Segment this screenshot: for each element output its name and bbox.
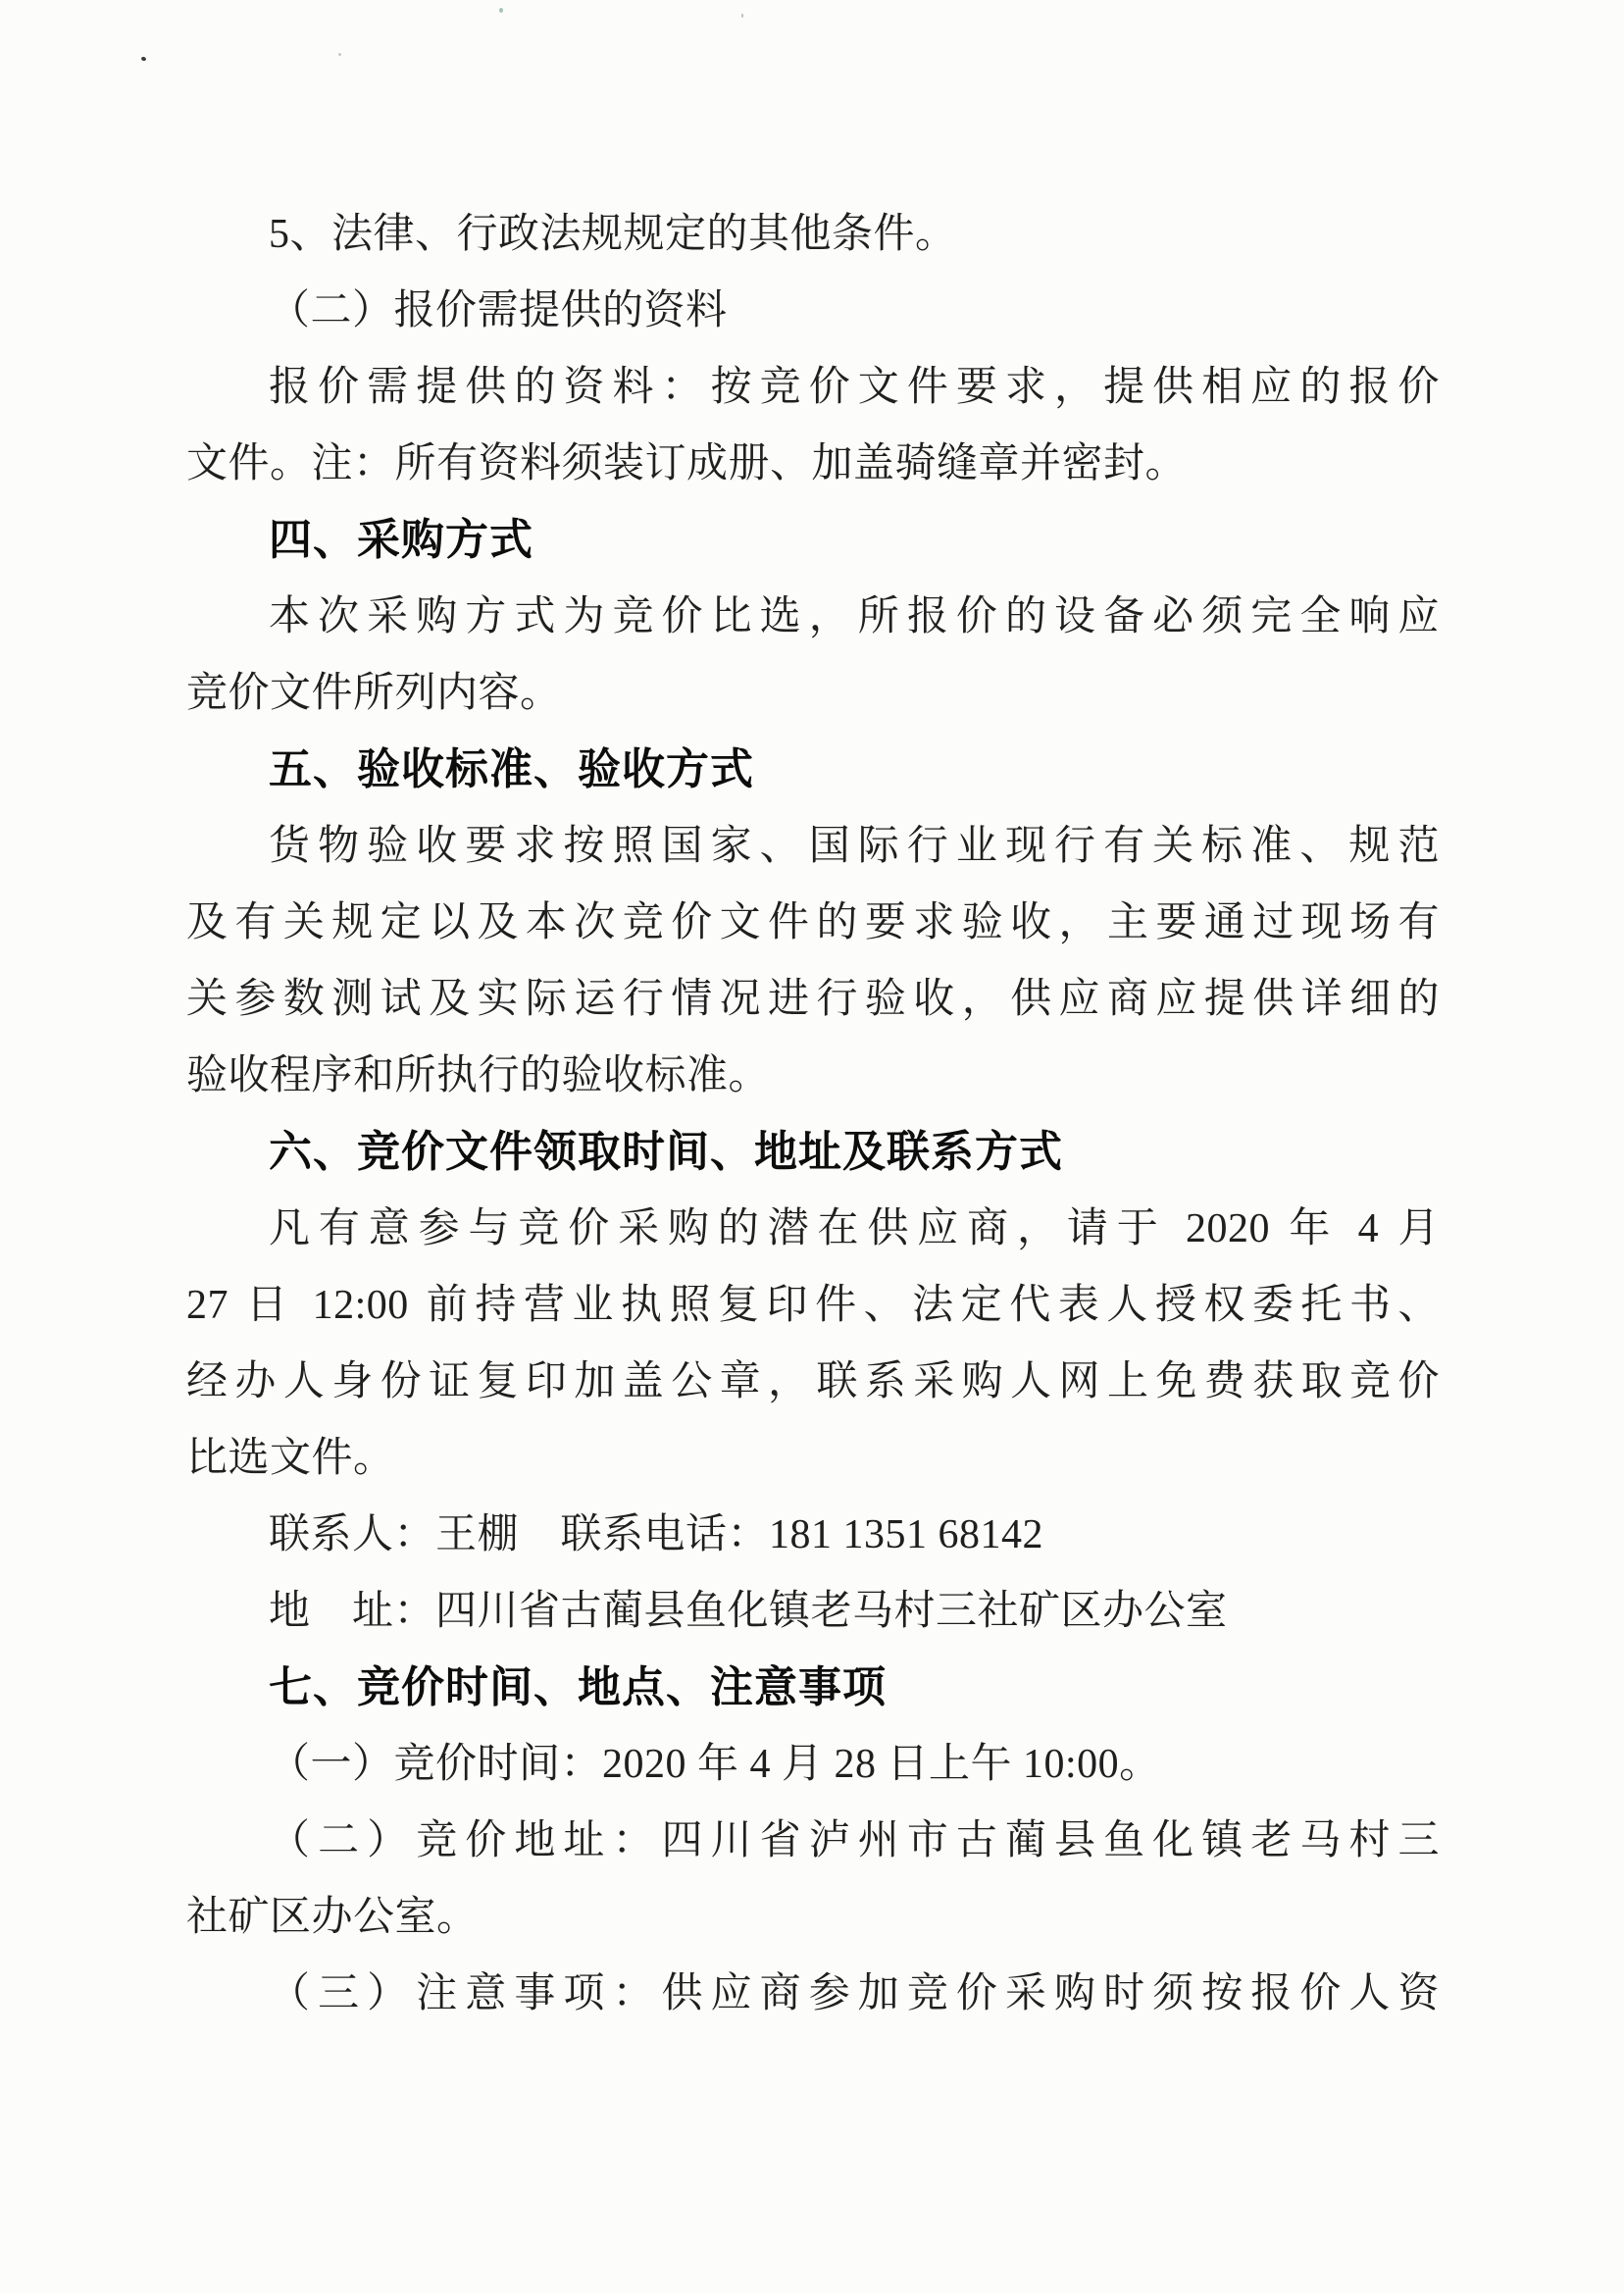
paragraph-acceptance-3: 关参数测试及实际运行情况进行验收，供应商应提供详细的 — [186, 977, 1440, 1022]
paragraph-collection-3: 经办人身份证复印加盖公章，联系采购人网上免费获取竞价 — [186, 1359, 1440, 1404]
paragraph-collection-4: 比选文件。 — [186, 1436, 395, 1481]
scan-speck — [338, 53, 341, 56]
item-bidding-time: （一）竞价时间：2020 年 4 月 28 日上午 10:00。 — [269, 1742, 1161, 1787]
heading-acceptance-standard: 五、验收标准、验收方式 — [269, 745, 754, 793]
item-bidding-address-1: （二）竞价地址：四川省泸州市古蔺县鱼化镇老马村三 — [269, 1818, 1440, 1863]
paragraph-collection-1: 凡有意参与竞价采购的潜在供应商，请于 2020 年 4 月 — [269, 1206, 1440, 1251]
paragraph-quote-materials-1: 报价需提供的资料：按竞价文件要求，提供相应的报价 — [269, 365, 1440, 410]
paragraph-collection-2: 27 日 12:00 前持营业执照复印件、法定代表人授权委托书、 — [186, 1283, 1440, 1328]
scan-speck — [741, 14, 743, 18]
item-notes: （三）注意事项：供应商参加竞价采购时须按报价人资 — [269, 1971, 1440, 2016]
paragraph-acceptance-1: 货物验收要求按照国家、国际行业现行有关标准、规范 — [269, 824, 1440, 869]
item-bidding-address-2: 社矿区办公室。 — [186, 1895, 479, 1940]
heading-document-collection: 六、竞价文件领取时间、地址及联系方式 — [269, 1128, 1063, 1176]
paragraph-acceptance-2: 及有关规定以及本次竞价文件的要求验收，主要通过现场有 — [186, 900, 1440, 945]
scan-speck — [499, 8, 503, 13]
paragraph-acceptance-4: 验收程序和所执行的验收标准。 — [186, 1053, 771, 1098]
scan-speck — [140, 56, 146, 61]
contact-address-line: 地 址：四川省古蔺县鱼化镇老马村三社矿区办公室 — [269, 1589, 1228, 1634]
paragraph-procurement-method-1: 本次采购方式为竞价比选，所报价的设备必须完全响应 — [269, 594, 1440, 639]
clause-other-conditions: 5、法律、行政法规规定的其他条件。 — [269, 212, 957, 257]
contact-person-line: 联系人：王棚 联系电话：181 1351 68142 — [269, 1512, 1044, 1557]
heading-bidding-time: 七、竞价时间、地点、注意事项 — [269, 1663, 887, 1711]
document-body — [186, 196, 1440, 2032]
paragraph-procurement-method-2: 竞价文件所列内容。 — [186, 671, 562, 716]
paragraph-quote-materials-2: 文件。注：所有资料须装订成册、加盖骑缝章并密封。 — [186, 441, 1188, 486]
subsection-quote-materials-title: （二）报价需提供的资料 — [269, 288, 728, 333]
heading-procurement-method: 四、采购方式 — [269, 516, 533, 564]
